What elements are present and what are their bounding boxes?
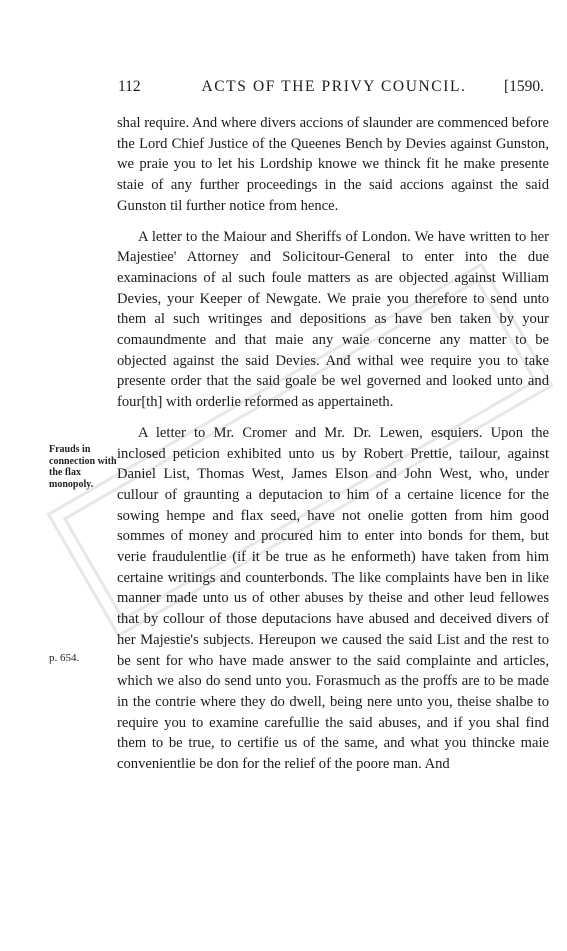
running-title: ACTS OF THE PRIVY COUNCIL. [201, 78, 467, 95]
margin-note-frauds: Frauds in connection with the flax monopoly. [49, 444, 117, 490]
page-number: 112 [118, 78, 141, 95]
paragraph: shal require. And where divers accions of slaunder are commenced before the Lord Chief Justice of the Queenes Bench by Devies against Gunston, we praie you to let his Lordship knowe we thinck fit he make presente staie of any further proceedings in the said accions against the said Gunston til further notice from hence. [117, 115, 549, 214]
year-marker: [1590. [503, 78, 544, 95]
body-text [117, 113, 549, 775]
margin-note-page-ref: p. 654. [49, 652, 80, 664]
page-header [118, 78, 550, 102]
paragraph: A letter to the Maiour and Sheriffs of London. We have written to her Majestiee' Attorney and Solicitour-General to enter into the due examinacions of al such foule matters as are objected against William Devies, your Keeper of Newgate. We praie you therefore to send unto them al such writinges and depositions as have ben taken by your comaundmente and that maie any waie concerne any matter to be objected against the said Devies. And withal wee require you to take presente order that the said goale be wel governed and looked unto and four[th] with orderlie reformed as appertaineth. [117, 228, 549, 411]
paragraph: A letter to Mr. Cromer and Mr. Dr. Lewen, esquiers. Upon the inclosed peticion exhibited unto us by Robert Prettie, tailour, against Daniel List, Thomas West, James Elson and John West, who, under cullour of graunting a deputacion to him of a certaine licence for the sowing hempe and flax seed, have not onelie gotten from him good sommes of money and procured him to enter into bonds for them, but verie fraudulentlie (if it be true as he enformeth) have taken from him certaine writings and counterbonds. The like complaints have ben in like manner made unto us of other abuses by theise and other leud fellowes that by collour of those deputacions have abused and deceived divers of her Majestie's subjects. Hereupon we caused the said List and the rest to be sent for who have made answer to the said complainte and articles, which we also do send unto you. Forasmuch as the proffs are to be made in the contrie where they do dwell, being nere unto you, theise shalbe to require you to examine carefullie the said abuses, and if you shal find them to be true, to certifie us of the same, and what you thincke maie convenientlie be don for the relief of the poore man. And [117, 424, 549, 773]
